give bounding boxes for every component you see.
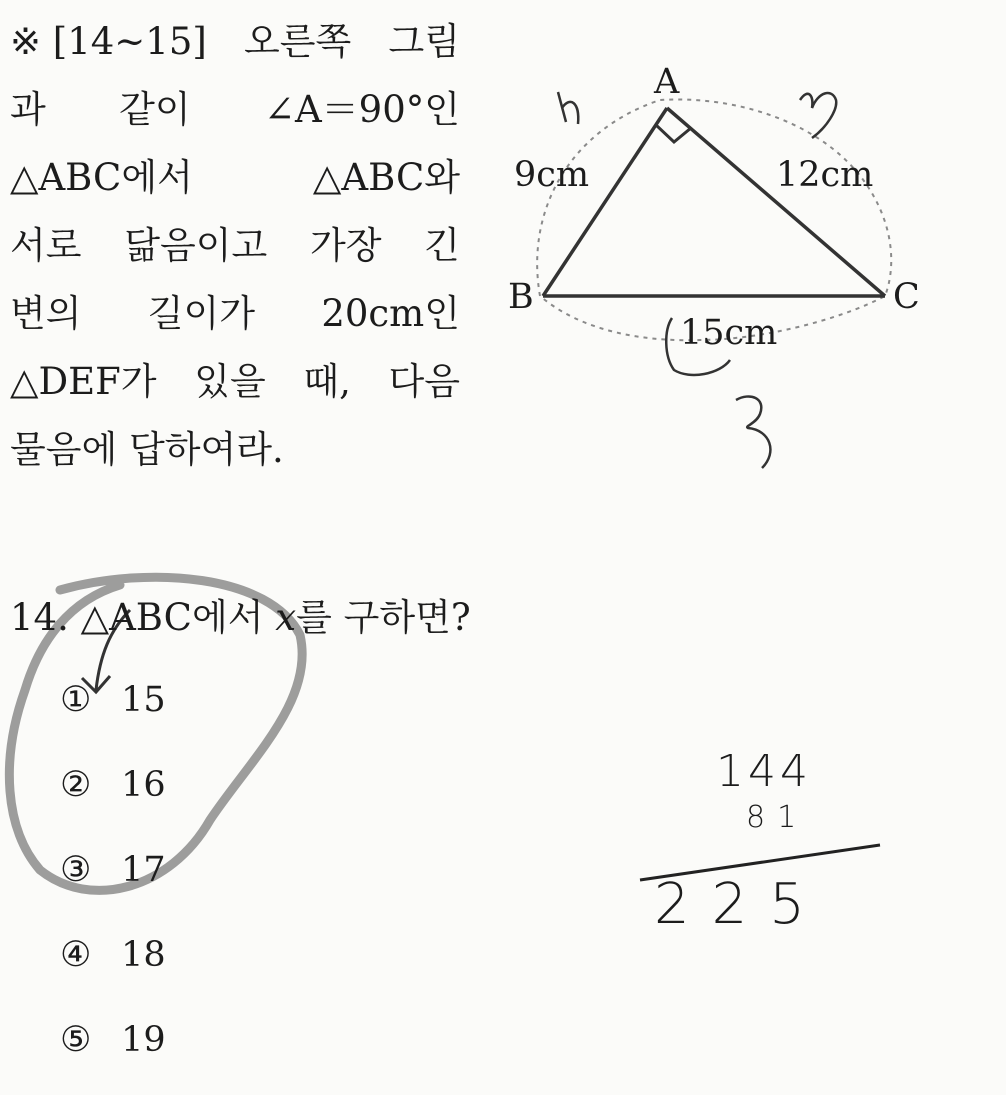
choice-1[interactable]	[60, 670, 166, 755]
intro-word: 20cm인	[321, 292, 460, 335]
choice-value: 18	[121, 935, 166, 975]
choice-4[interactable]	[60, 925, 166, 1010]
intro-word: 같이	[119, 88, 191, 131]
intro-word: 오른쪽	[244, 20, 352, 63]
intro-word: 가장	[309, 224, 382, 267]
question-variable: x	[275, 596, 297, 639]
intro-word: 닮음이고	[124, 224, 268, 267]
choice-value: 19	[121, 1020, 166, 1060]
side-ac-label: 12cm	[776, 155, 874, 195]
intro-word: 긴	[424, 224, 460, 267]
intro-word: 그림	[388, 20, 460, 63]
intro-word: 물음에 답하여라.	[10, 428, 284, 471]
choice-2[interactable]	[60, 755, 166, 840]
vertex-a-label: A	[654, 62, 680, 102]
side-ab-line	[543, 108, 667, 296]
question-text-before: △ABC에서	[80, 596, 264, 639]
question-14	[10, 587, 471, 641]
intro-word: ※ [14~15]	[10, 20, 207, 63]
choice-mark: ④	[60, 935, 92, 975]
handwritten-right-note	[800, 93, 836, 138]
handwritten-sum-result: 225	[654, 872, 827, 937]
intro-word: 변의	[10, 292, 82, 335]
intro-word: 때,	[303, 360, 351, 403]
side-ac-line	[667, 108, 885, 296]
choice-mark: ⑤	[60, 1020, 92, 1060]
choice-value: 16	[121, 765, 166, 805]
handwritten-sum-mid: 81	[746, 800, 809, 835]
answer-choices	[60, 670, 166, 1095]
right-angle-marker	[656, 125, 691, 142]
intro-word: ∠A＝90°인	[263, 88, 460, 131]
vertex-b-label: B	[508, 277, 534, 317]
question-text-after: 를 구하면?	[296, 596, 471, 639]
handwritten-bottom-note	[736, 396, 770, 468]
choice-value: 15	[121, 680, 166, 720]
choice-5[interactable]	[60, 1010, 166, 1095]
vertex-c-label: C	[893, 277, 920, 317]
choice-mark: ②	[60, 765, 92, 805]
choice-3[interactable]	[60, 840, 166, 925]
question-number: 14.	[10, 596, 69, 639]
choice-mark: ③	[60, 850, 92, 890]
dashed-arc	[537, 99, 891, 340]
intro-word: △ABC와	[312, 156, 460, 199]
intro-word: △ABC에서	[10, 156, 193, 199]
side-ab-label: 9cm	[514, 155, 590, 195]
intro-word: 다음	[388, 360, 460, 403]
intro-word: 길이가	[147, 292, 256, 335]
intro-word: 과	[10, 88, 46, 131]
handwritten-left-note	[558, 92, 578, 124]
handwritten-sum-top: 144	[716, 746, 812, 797]
choice-value: 17	[121, 850, 166, 890]
choice-mark: ①	[60, 680, 92, 720]
intro-word: 서로	[10, 224, 82, 267]
side-bc-label: 15cm	[680, 313, 778, 353]
intro-word: 있을	[194, 360, 266, 403]
intro-word: △DEF가	[10, 360, 157, 403]
